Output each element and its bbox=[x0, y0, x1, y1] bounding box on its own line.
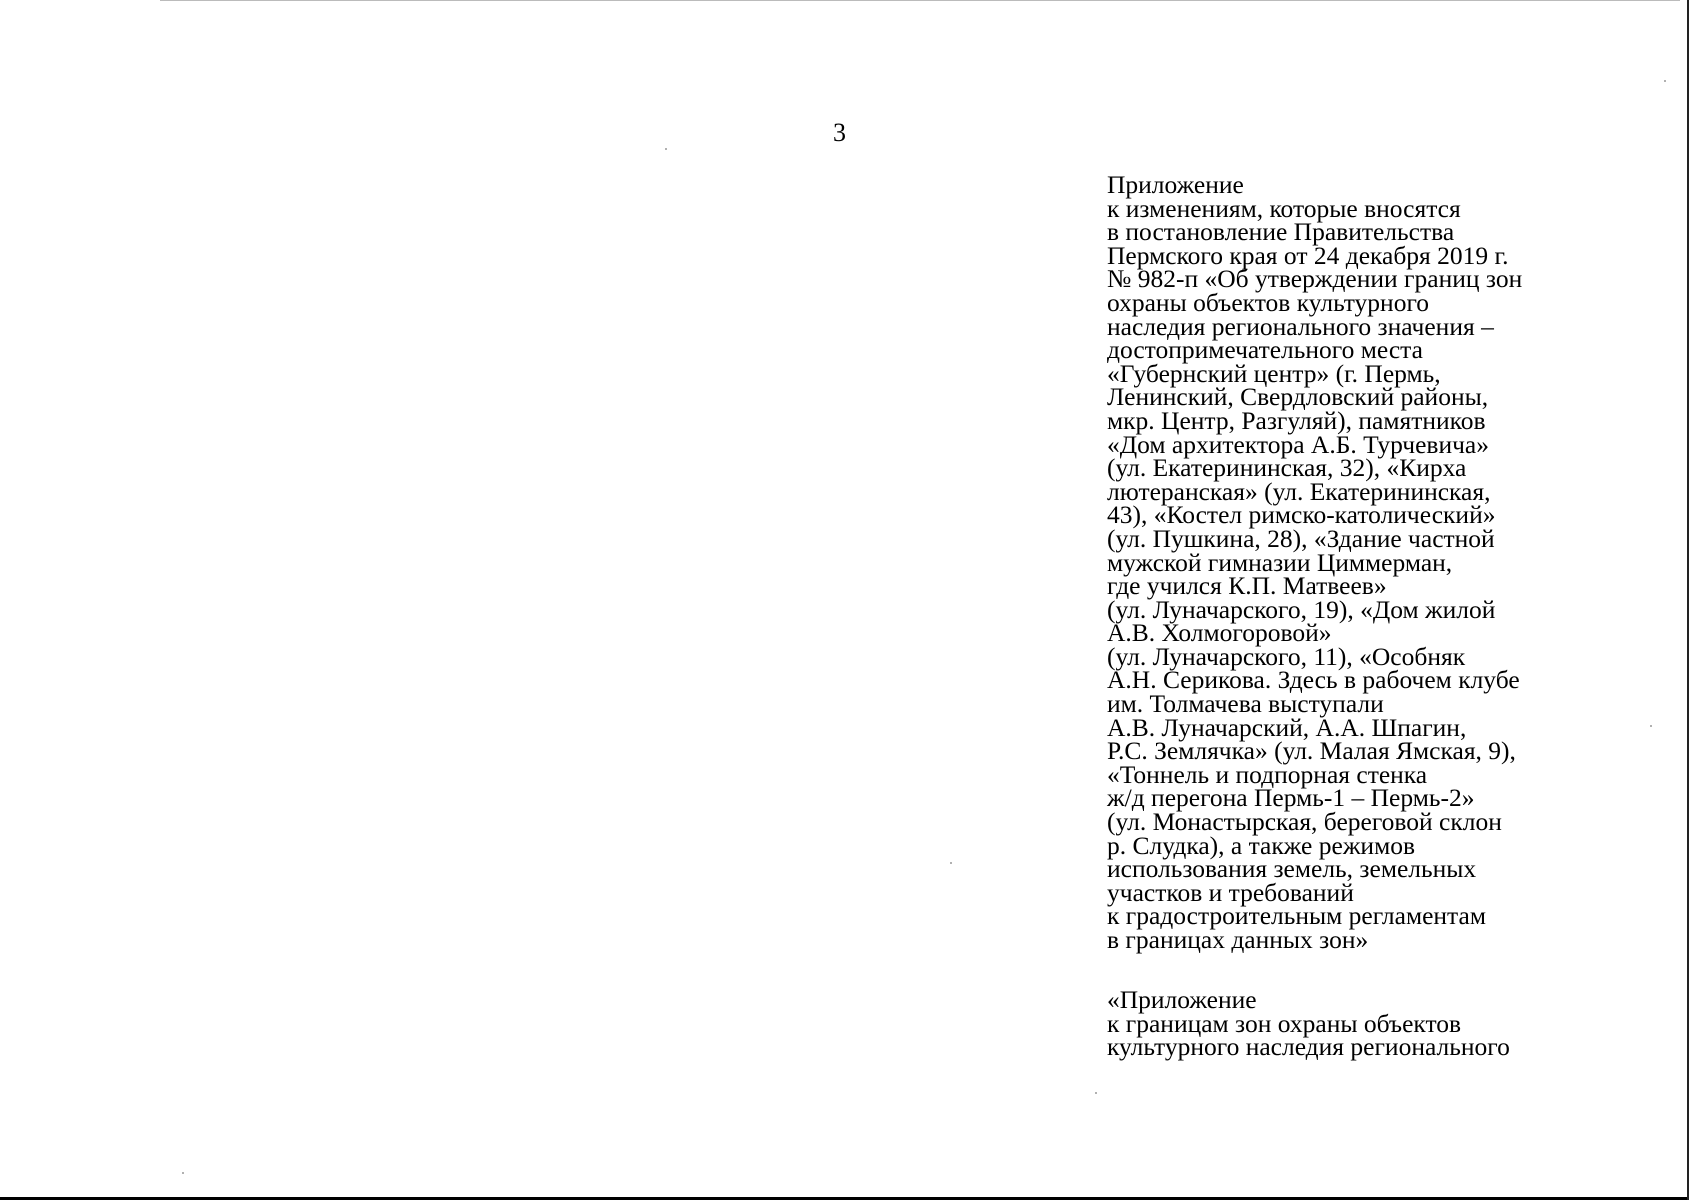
scan-speck bbox=[665, 148, 667, 150]
appendix-header-line: участков и требований bbox=[1107, 877, 1354, 907]
appendix-header-line: № 982-п «Об утверждении границ зон bbox=[1107, 264, 1523, 294]
sub-appendix-line: культурного наследия регионального bbox=[1107, 1032, 1510, 1062]
scan-speck bbox=[182, 1172, 184, 1174]
appendix-header-line: охраны объектов культурного bbox=[1107, 287, 1430, 317]
scan-speck bbox=[950, 862, 952, 864]
page-number: 3 bbox=[833, 118, 846, 147]
appendix-header-line: наследия регионального значения – bbox=[1107, 311, 1494, 341]
appendix-header-line: в границах данных зон» bbox=[1107, 925, 1369, 954]
appendix-header-line: к градостроительным регламентам bbox=[1107, 901, 1486, 931]
appendix-header-line: «Тоннель и подпорная стенка bbox=[1107, 759, 1428, 789]
scan-edge-top bbox=[160, 0, 1680, 1]
appendix-header bbox=[1107, 170, 1682, 954]
appendix-header-line: Р.С. Землячка» (ул. Малая Ямская, 9), bbox=[1107, 736, 1516, 766]
appendix-header-line: (ул. Пушкина, 28), «Здание частной bbox=[1107, 523, 1495, 553]
appendix-header-line: «Губернский центр» (г. Пермь, bbox=[1107, 358, 1441, 388]
appendix-header-line: лютеранская» (ул. Екатерининская, bbox=[1107, 476, 1491, 506]
appendix-header-line: им. Толмачева выступали bbox=[1107, 689, 1384, 719]
scan-speck bbox=[1664, 80, 1666, 82]
appendix-header-line: «Дом архитектора А.Б. Турчевича» bbox=[1107, 429, 1489, 459]
appendix-header-line: Приложение bbox=[1107, 170, 1244, 199]
appendix-header-line: р. Слудка), а также режимов bbox=[1107, 830, 1416, 860]
appendix-header-line: 43), «Костел римско-католический» bbox=[1107, 500, 1496, 530]
appendix-header-line: в постановление Правительства bbox=[1107, 217, 1455, 247]
appendix-header-line: Ленинский, Свердловский районы, bbox=[1107, 382, 1489, 412]
sub-appendix-header bbox=[1107, 985, 1682, 1062]
sub-appendix-line: «Приложение bbox=[1107, 985, 1257, 1014]
appendix-header-line: Пермского края от 24 декабря 2019 г. bbox=[1107, 240, 1509, 270]
appendix-header-line: мужской гимназии Циммерман, bbox=[1107, 547, 1453, 577]
appendix-header-line: ж/д перегона Пермь-1 – Пермь-2» bbox=[1107, 783, 1475, 813]
appendix-header-line: А.Н. Серикова. Здесь в рабочем клубе bbox=[1107, 665, 1520, 695]
appendix-header-line: достопримечательного места bbox=[1107, 335, 1423, 365]
appendix-header-line: (ул. Луначарского, 11), «Особняк bbox=[1107, 641, 1466, 671]
appendix-header-line: использования земель, земельных bbox=[1107, 854, 1477, 884]
appendix-header-line: (ул. Луначарского, 19), «Дом жилой bbox=[1107, 594, 1496, 624]
appendix-header-line: к изменениям, которые вносятся bbox=[1107, 193, 1461, 223]
scan-speck bbox=[1650, 725, 1652, 727]
appendix-header-line: (ул. Монастырская, береговой склон bbox=[1107, 807, 1502, 837]
appendix-header-line: А.В. Холмогоровой» bbox=[1107, 618, 1332, 648]
appendix-header-line: мкр. Центр, Разгуляй), памятников bbox=[1107, 405, 1486, 435]
appendix-header-line: (ул. Екатерининская, 32), «Кирха bbox=[1107, 453, 1467, 483]
appendix-header-line: А.В. Луначарский, А.А. Шпагин, bbox=[1107, 712, 1467, 742]
appendix-header-line: где учился К.П. Матвеев» bbox=[1107, 571, 1387, 601]
sub-appendix-line: к границам зон охраны объектов bbox=[1107, 1008, 1462, 1038]
scan-speck bbox=[1095, 1092, 1097, 1094]
